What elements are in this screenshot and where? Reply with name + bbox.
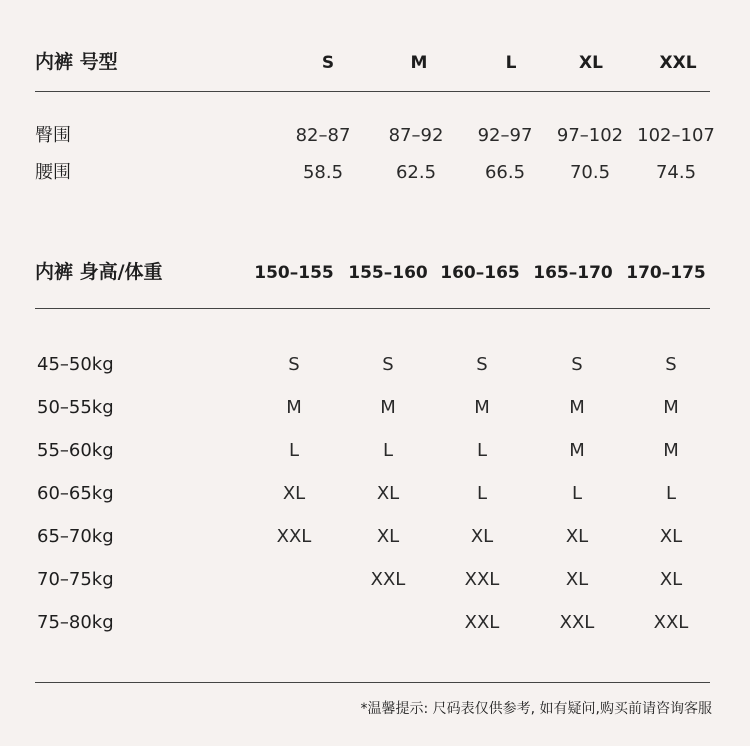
fit-table-title: 内裤 身高/体重: [35, 261, 163, 283]
row-label-waist: 腰围: [35, 162, 71, 183]
size-recommendation-cell: XXL: [276, 526, 312, 547]
size-recommendation-cell: XL: [376, 526, 400, 547]
hip-value-xl: 97–102: [556, 125, 624, 146]
waist-value-s: 58.5: [302, 162, 344, 183]
size-recommendation-cell: XXL: [653, 612, 689, 633]
size-recommendation-cell: XXL: [370, 569, 406, 590]
size-recommendation-cell: M: [663, 440, 679, 461]
hip-value-l: 92–97: [477, 125, 533, 146]
table1-header-rule: [35, 91, 710, 92]
size-recommendation-cell: XL: [659, 526, 683, 547]
size-recommendation-cell: M: [286, 397, 302, 418]
size-recommendation-cell: M: [569, 397, 585, 418]
size-recommendation-cell: L: [476, 483, 488, 504]
size-recommendation-cell: L: [288, 440, 300, 461]
size-recommendation-cell: S: [476, 354, 488, 375]
weight-row-label: 60–65kg: [37, 483, 114, 504]
weight-row-label: 65–70kg: [37, 526, 114, 547]
size-recommendation-cell: L: [476, 440, 488, 461]
size-header-xl: XL: [579, 53, 603, 73]
footer-rule: [35, 682, 710, 683]
weight-row-label: 50–55kg: [37, 397, 114, 418]
size-recommendation-cell: M: [569, 440, 585, 461]
size-recommendation-cell: XL: [470, 526, 494, 547]
size-disclaimer: *温馨提示: 尺码表仅供参考, 如有疑问,购买前请咨询客服: [360, 701, 712, 717]
weight-row-label: 70–75kg: [37, 569, 114, 590]
size-recommendation-cell: S: [288, 354, 300, 375]
size-recommendation-cell: M: [380, 397, 396, 418]
size-recommendation-cell: S: [665, 354, 677, 375]
row-label-hip: 臀围: [35, 125, 71, 146]
size-recommendation-cell: M: [474, 397, 490, 418]
waist-value-m: 62.5: [395, 162, 437, 183]
size-recommendation-cell: XL: [659, 569, 683, 590]
size-recommendation-cell: L: [382, 440, 394, 461]
height-header-150: 150–155: [254, 263, 334, 283]
hip-value-s: 82–87: [295, 125, 351, 146]
size-recommendation-cell: M: [663, 397, 679, 418]
size-recommendation-cell: S: [382, 354, 394, 375]
table2-header-rule: [35, 308, 710, 309]
weight-row-label: 55–60kg: [37, 440, 114, 461]
height-header-170: 170–175: [626, 263, 706, 283]
size-recommendation-cell: XXL: [464, 612, 500, 633]
size-recommendation-cell: XL: [376, 483, 400, 504]
hip-value-m: 87–92: [388, 125, 444, 146]
weight-row-label: 75–80kg: [37, 612, 114, 633]
height-header-165: 165–170: [533, 263, 613, 283]
size-recommendation-cell: XXL: [559, 612, 595, 633]
size-recommendation-cell: XL: [282, 483, 306, 504]
size-recommendation-cell: L: [665, 483, 677, 504]
weight-row-label: 45–50kg: [37, 354, 114, 375]
size-header-s: S: [321, 53, 335, 73]
waist-value-xxl: 74.5: [655, 162, 697, 183]
waist-value-l: 66.5: [484, 162, 526, 183]
size-header-l: L: [505, 53, 517, 73]
size-header-xxl: XXL: [659, 53, 697, 73]
waist-value-xl: 70.5: [569, 162, 611, 183]
size-table-title: 内裤 号型: [35, 51, 118, 73]
size-recommendation-cell: XL: [565, 569, 589, 590]
size-recommendation-cell: S: [571, 354, 583, 375]
size-recommendation-cell: XL: [565, 526, 589, 547]
size-recommendation-cell: XXL: [464, 569, 500, 590]
size-header-m: M: [410, 53, 428, 73]
height-header-160: 160–165: [440, 263, 520, 283]
hip-value-xxl: 102–107: [637, 125, 715, 146]
size-recommendation-cell: L: [571, 483, 583, 504]
height-header-155: 155–160: [348, 263, 428, 283]
